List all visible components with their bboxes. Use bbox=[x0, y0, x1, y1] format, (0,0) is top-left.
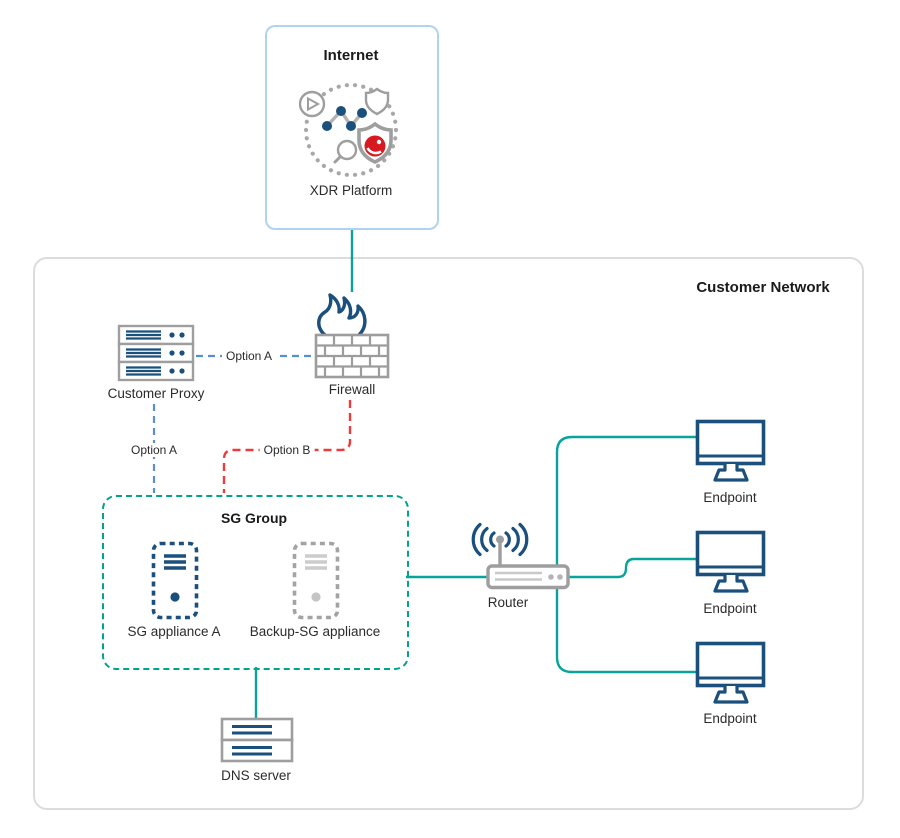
backup-sg-appliance-label: Backup-SG appliance bbox=[249, 624, 381, 639]
endpoint-2-icon bbox=[695, 530, 767, 598]
endpoint-1-icon bbox=[695, 419, 767, 487]
option-a-vertical-label: Option A bbox=[127, 443, 181, 457]
link-trunk-endpoints bbox=[557, 437, 699, 672]
customer-proxy-label: Customer Proxy bbox=[107, 386, 205, 401]
option-b-label: Option B bbox=[260, 443, 315, 457]
customer-network-title: Customer Network bbox=[696, 279, 830, 296]
xdr-platform-icon bbox=[299, 80, 403, 182]
dns-server-label: DNS server bbox=[221, 768, 291, 783]
sg-appliance-a-label: SG appliance A bbox=[127, 624, 221, 639]
xdr-platform-label: XDR Platform bbox=[309, 183, 393, 198]
endpoint-1-label: Endpoint bbox=[703, 490, 757, 505]
dns-server-icon bbox=[220, 717, 294, 763]
router-icon bbox=[458, 522, 572, 592]
internet-title: Internet bbox=[323, 47, 379, 64]
router-label: Router bbox=[487, 595, 529, 610]
endpoint-3-icon bbox=[695, 641, 767, 709]
option-a-horizontal-label: Option A bbox=[222, 349, 276, 363]
firewall-label: Firewall bbox=[328, 382, 376, 397]
endpoint-3-label: Endpoint bbox=[703, 711, 757, 726]
sg-group-title: SG Group bbox=[220, 510, 288, 526]
customer-proxy-icon bbox=[117, 324, 195, 383]
backup-sg-appliance-icon bbox=[292, 541, 340, 620]
endpoint-2-label: Endpoint bbox=[703, 601, 757, 616]
sg-appliance-a-icon bbox=[151, 541, 199, 620]
firewall-icon bbox=[313, 290, 391, 380]
